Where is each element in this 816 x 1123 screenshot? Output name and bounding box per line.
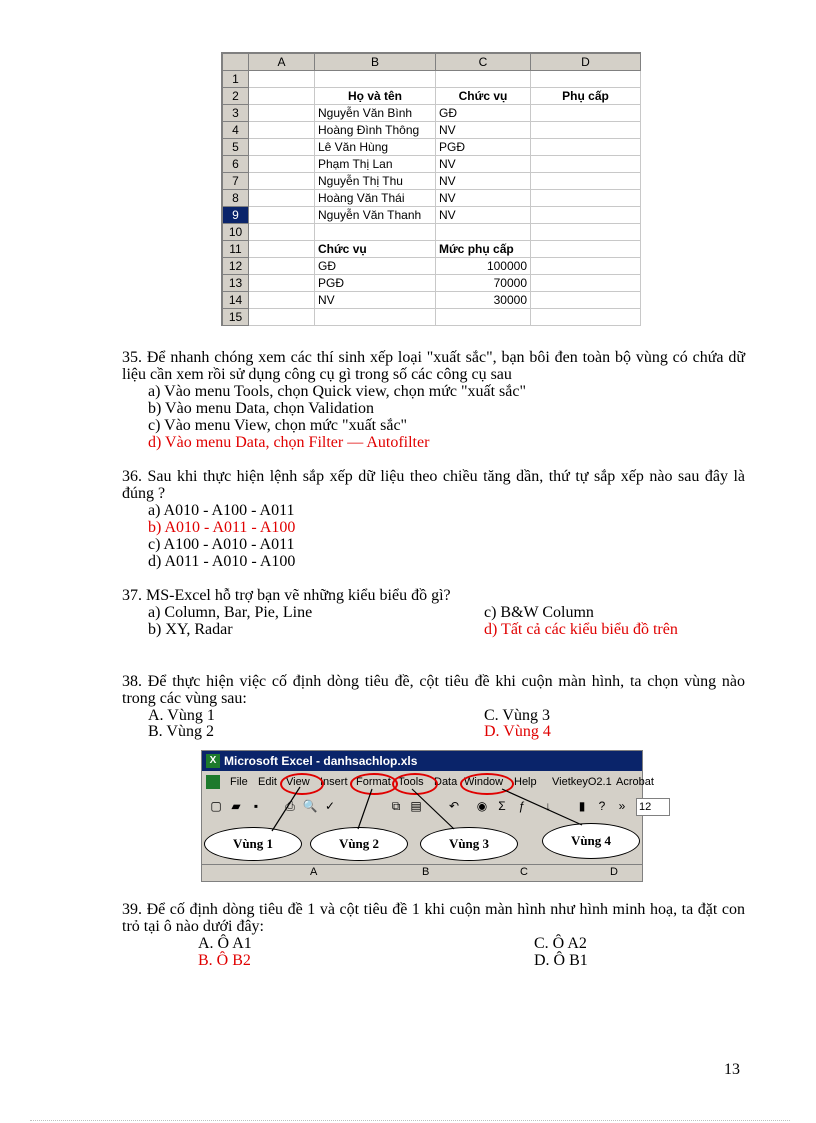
table-row: 5 Lê Văn Hùng PGĐ: [223, 139, 641, 156]
callout-vung-3: Vùng 3: [420, 827, 518, 861]
function-icon[interactable]: ƒ: [518, 799, 526, 813]
xl-col-b: B: [422, 866, 430, 878]
callout-pointers: [202, 751, 642, 881]
q39-option-b-answer: B. Ô B2: [198, 952, 251, 969]
q38-option-b: B. Vùng 2: [148, 723, 214, 740]
q39-option-d: D. Ô B1: [534, 952, 588, 969]
menu-edit[interactable]: Edit: [258, 776, 277, 788]
font-size-field[interactable]: 12: [636, 798, 670, 816]
footer-divider: [30, 1120, 790, 1121]
question-36: 36. Sau khi thực hiện lệnh sắp xếp dữ liệu theo chiều tăng dần, thứ tự sắp xếp nào sau đây là đúng ?: [122, 468, 745, 502]
table-row: 15: [223, 309, 641, 326]
callout-vung-4: Vùng 4: [542, 823, 640, 859]
q37-option-b: b) XY, Radar: [148, 621, 233, 638]
more-buttons-icon[interactable]: »: [618, 799, 626, 813]
col-header-c: C: [436, 54, 531, 71]
question-37: 37. MS-Excel hỗ trợ bạn vẽ những kiểu biểu đồ gì?: [122, 587, 451, 604]
undo-icon[interactable]: ↶: [448, 799, 460, 813]
q37-option-c: c) B&W Column: [484, 604, 594, 621]
print-icon[interactable]: ⎙: [285, 799, 295, 813]
menu-help[interactable]: Help: [514, 776, 537, 788]
table-row: 1: [223, 71, 641, 88]
table-row: 7 Nguyễn Thị Thu NV: [223, 173, 641, 190]
col-header-b: B: [315, 54, 436, 71]
table-row: 11 Chức vụ Mức phụ cấp: [223, 241, 641, 258]
menu-acrobat[interactable]: Acrobat: [616, 776, 654, 788]
q36-option-d: d) A011 - A010 - A100: [148, 553, 296, 570]
question-35: 35. Để nhanh chóng xem các thí sinh xếp loại "xuất sắc", bạn bôi đen toàn bộ vùng có chứa dữ liệu cần xem rồi sử dụng công cụ gì trong số các công cụ sau: [122, 349, 745, 383]
q39-option-a: A. Ô A1: [198, 935, 252, 952]
q39-option-c: C. Ô A2: [534, 935, 587, 952]
q38-option-a: A. Vùng 1: [148, 707, 215, 724]
menu-insert[interactable]: Insert: [320, 776, 348, 788]
excel-app-icon: X: [206, 754, 220, 768]
q38-option-c: C. Vùng 3: [484, 707, 550, 724]
help-icon[interactable]: ?: [598, 799, 606, 813]
q36-option-a: a) A010 - A100 - A011: [148, 502, 295, 519]
table-row: 12 GĐ 100000: [223, 258, 641, 275]
q35-option-c: c) Vào menu View, chọn mức "xuất sắc": [148, 417, 408, 434]
table-row: 8 Hoàng Văn Thái NV: [223, 190, 641, 207]
excel-screenshot-figure: [201, 750, 654, 882]
q35-option-b: b) Vào menu Data, chọn Validation: [148, 400, 375, 417]
copy-icon[interactable]: ⧉: [391, 799, 401, 813]
q37-option-a: a) Column, Bar, Pie, Line: [148, 604, 313, 621]
q35-option-a: a) Vào menu Tools, chọn Quick view, chọn mức "xuất sắc": [148, 383, 527, 400]
callout-vung-2: Vùng 2: [310, 827, 408, 861]
callout-vung-1: Vùng 1: [204, 827, 302, 861]
xl-col-d: D: [610, 866, 618, 878]
xl-col-c: C: [520, 866, 528, 878]
new-file-icon[interactable]: ▢: [210, 799, 222, 813]
excel-column-header-bar: [202, 864, 642, 881]
question-39: 39. Để cố định dòng tiêu đề 1 và cột tiêu đề 1 khi cuộn màn hình như hình minh hoạ, ta đặt con trỏ tại ô nào dưới đây:: [122, 901, 745, 935]
page-number: 13: [724, 1061, 740, 1078]
q36-option-c: c) A100 - A010 - A011: [148, 536, 295, 553]
table-row: 3 Nguyễn Văn Bình GĐ: [223, 105, 641, 122]
menu-view[interactable]: View: [286, 776, 310, 788]
paste-icon[interactable]: ▤: [410, 799, 422, 813]
autosum-icon[interactable]: Σ: [498, 799, 506, 813]
q36-option-b-answer: b) A010 - A011 - A100: [148, 519, 296, 536]
print-preview-icon[interactable]: 🔍: [302, 799, 318, 813]
save-icon[interactable]: ▪: [253, 799, 259, 813]
menu-file[interactable]: File: [230, 776, 248, 788]
col-header-a: A: [249, 54, 315, 71]
chart-wizard-icon[interactable]: ▮: [578, 799, 586, 813]
xl-col-a: A: [310, 866, 318, 878]
menu-format[interactable]: Format: [356, 776, 391, 788]
open-folder-icon[interactable]: ▰: [231, 799, 241, 813]
menu-tools[interactable]: Tools: [398, 776, 424, 788]
table-row: 10: [223, 224, 641, 241]
q38-option-d-answer: D. Vùng 4: [484, 723, 551, 740]
table-row: 4 Hoàng Đình Thông NV: [223, 122, 641, 139]
excel-title: Microsoft Excel - danhsachlop.xls: [224, 754, 418, 768]
menu-data[interactable]: Data: [434, 776, 458, 788]
table-row: 13 PGĐ 70000: [223, 275, 641, 292]
table-row: 14 NV 30000: [223, 292, 641, 309]
question-38: 38. Để thực hiện việc cố định dòng tiêu đề, cột tiêu đề khi cuộn màn hình, ta chọn vùng nào trong các vùng sau:: [122, 673, 745, 707]
table-row: 9 Nguyễn Văn Thanh NV: [223, 207, 641, 224]
q37-option-d-answer: d) Tất cả các kiểu biểu đồ trên: [484, 621, 678, 638]
hyperlink-icon[interactable]: ◉: [476, 799, 488, 813]
table-row: 6 Phạm Thị Lan NV: [223, 156, 641, 173]
corner-cell: [223, 54, 249, 71]
spreadsheet-figure: [221, 52, 641, 326]
q35-option-d-answer: d) Vào menu Data, chọn Filter — Autofilter: [148, 434, 430, 451]
col-header-d: D: [531, 54, 641, 71]
table-row: 2 Họ và tên Chức vụ Phụ cấp: [223, 88, 641, 105]
menu-vietkey[interactable]: VietkeyO2.1: [552, 776, 612, 788]
sort-icon[interactable]: ↓: [545, 799, 551, 813]
menu-window[interactable]: Window: [464, 776, 504, 788]
spelling-icon[interactable]: ✓: [324, 799, 336, 813]
